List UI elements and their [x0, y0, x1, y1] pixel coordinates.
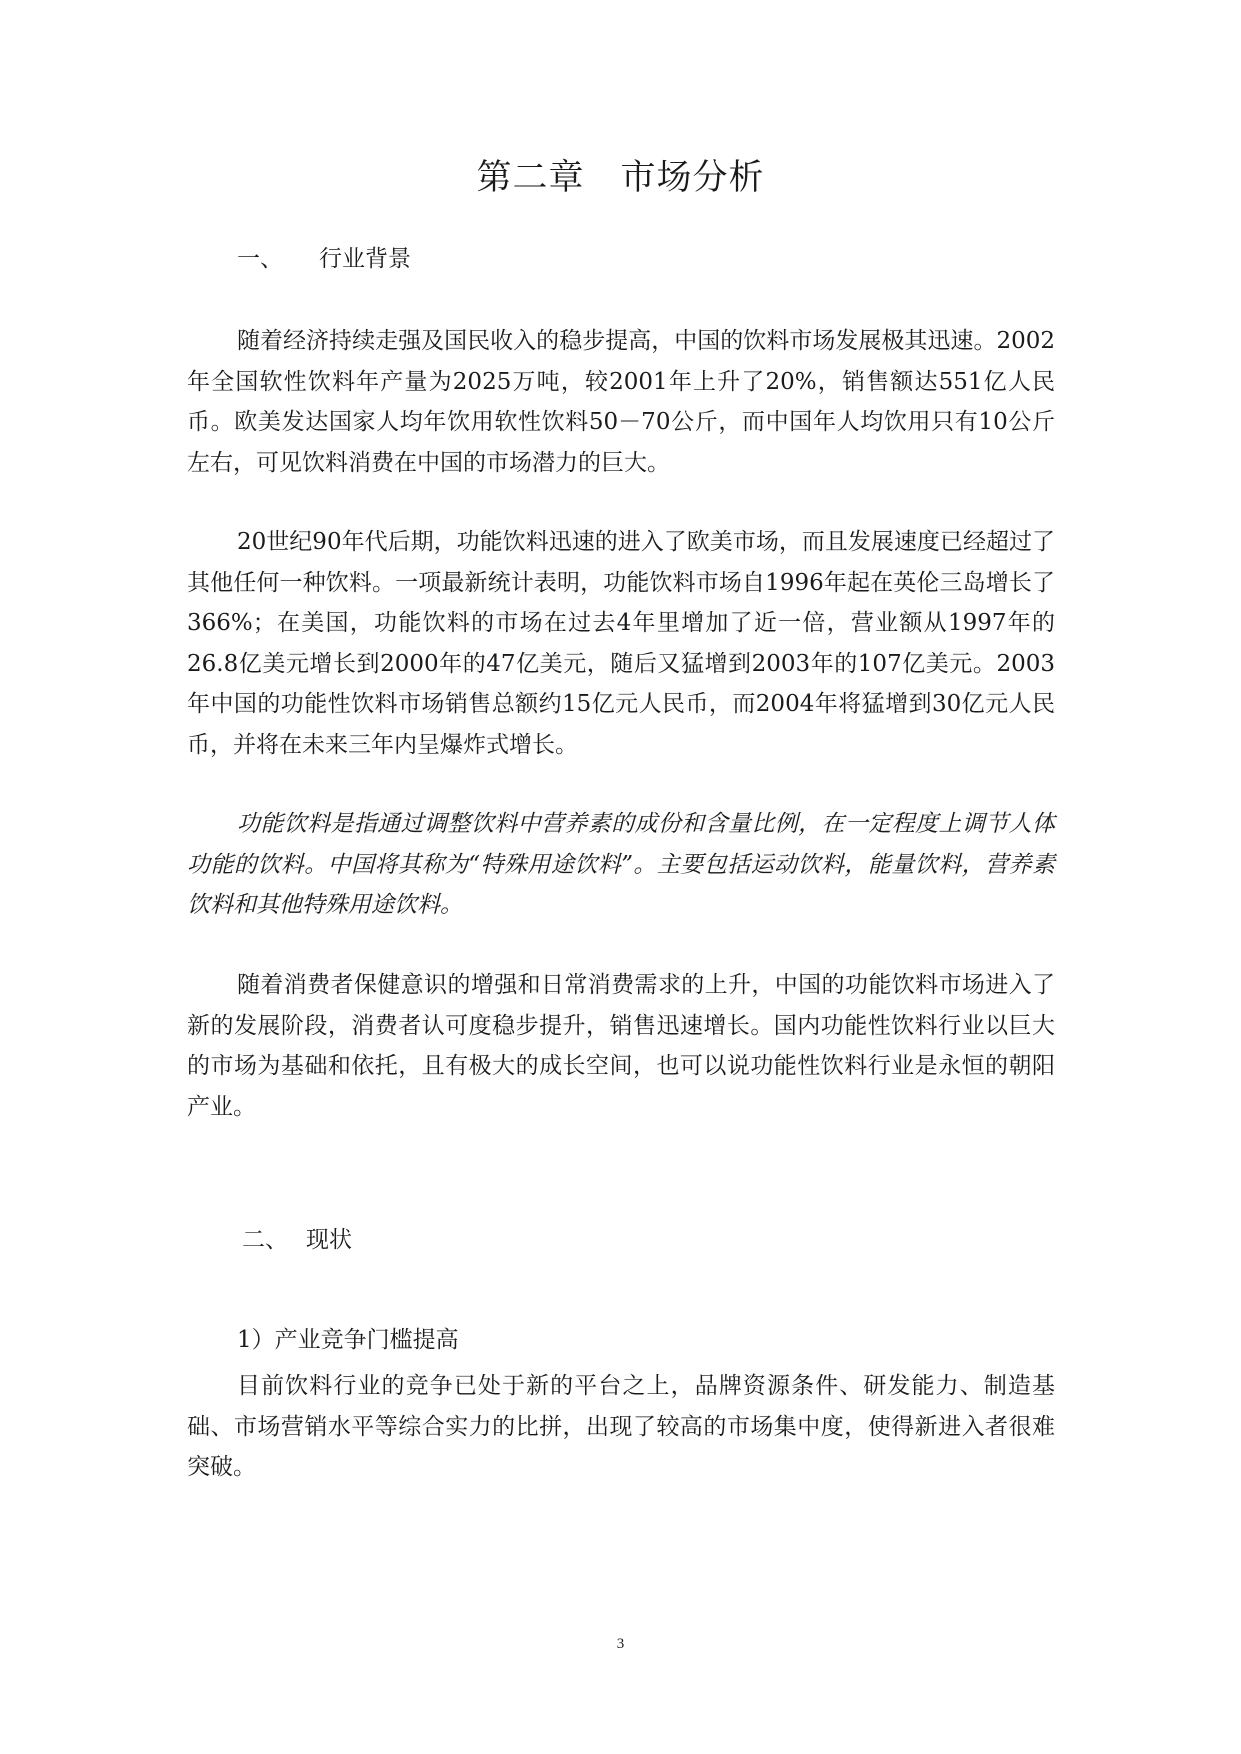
section-2-title: 现状: [306, 1227, 352, 1253]
section-2-number: 二、: [242, 1227, 288, 1253]
subsection-1-paragraph: 目前饮料行业的竞争已处于新的平台之上，品牌资源条件、研发能力、制造基础、市场营销水平等综合实力的比拼，出现了较高的市场集中度，使得新进入者很难突破。: [187, 1373, 1055, 1481]
section-1-paragraph-1: 随着经济持续走强及国民收入的稳步提高，中国的饮料市场发展极其迅速。2002年全国软性饮料年产量为2025万吨，较2001年上升了20%，销售额达551亿人民币。欧美发达国家人均年饮用软性饮料50－70公斤，而中国年人均饮用只有10公斤左右，可见饮料消费在中国的市场潜力的巨大。: [187, 328, 1055, 476]
page-number: 3: [616, 1636, 625, 1652]
section-1-heading: [237, 240, 411, 273]
section-1-title: 行业背景: [319, 246, 411, 272]
section-1-paragraph-3: 功能饮料是指通过调整饮料中营养素的成份和含量比例，在一定程度上调节人体功能的饮料。中国将其称为“特殊用途饮料”。主要包括运动饮料，能量饮料，营养素饮料和其他特殊用途饮料。: [187, 811, 1055, 919]
section-1-paragraph-2: 20世纪90年代后期，功能饮料迅速的进入了欧美市场，而且发展速度已经超过了其他任何一种饮料。一项最新统计表明，功能饮料市场自1996年起在英伦三岛增长了366%；在美国，功能饮料的市场在过去4年里增加了近一倍，营业额从1997年的26.8亿美元增长到2000年的47亿美元，随后又猛增到2003年的107亿美元。2003年中国的功能性饮料市场销售总额约15亿元人民币，而2004年将猛增到30亿元人民币，并将在未来三年内呈爆炸式增长。: [187, 529, 1055, 758]
subsection-1-heading: 1）产业竞争门槛提高: [237, 1327, 459, 1353]
chapter-prefix: 第二章: [476, 158, 585, 198]
section-1-paragraph-4: 随着消费者保健意识的增强和日常消费需求的上升，中国的功能饮料市场进入了新的发展阶段，消费者认可度稳步提升，销售迅速增长。国内功能性饮料行业以巨大的市场为基础和依托，且有极大的成长空间，也可以说功能性饮料行业是永恒的朝阳产业。: [187, 972, 1055, 1120]
section-1-number: 一、: [237, 246, 283, 272]
chapter-title: [0, 150, 1241, 200]
section-2-heading: [242, 1221, 352, 1254]
chapter-name: 市场分析: [620, 158, 765, 198]
